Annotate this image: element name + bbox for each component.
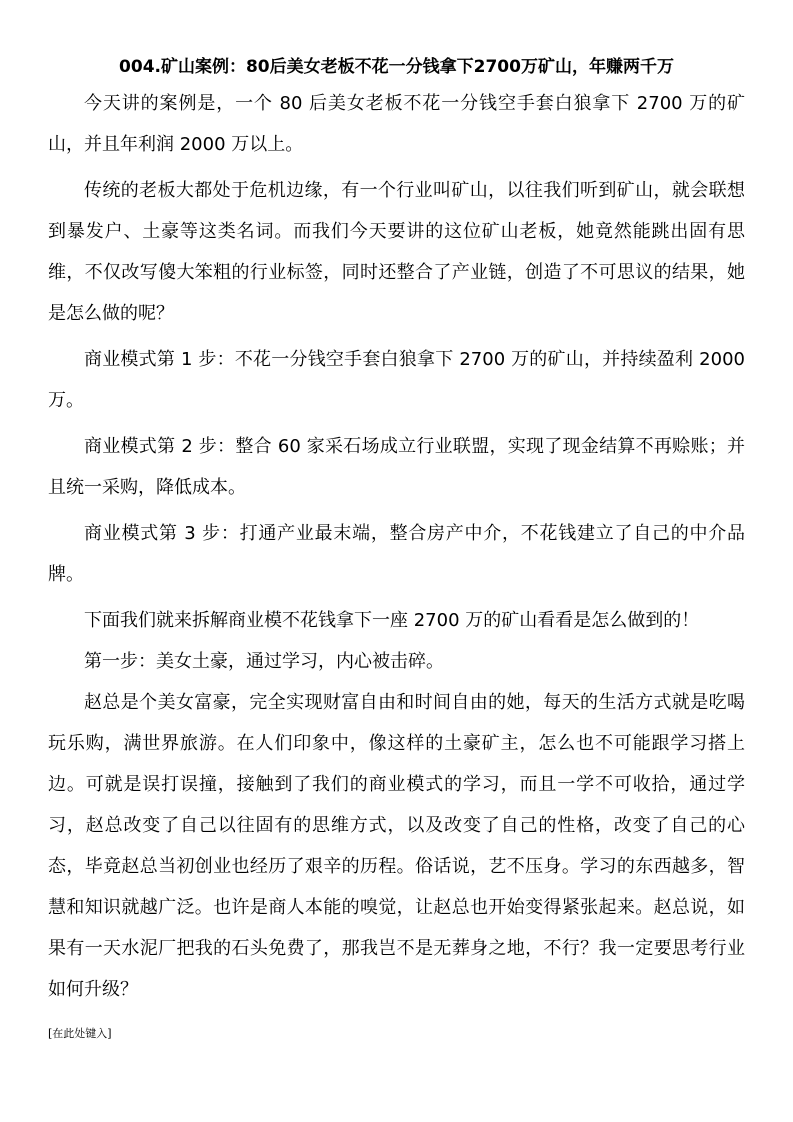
paragraph-background: 传统的老板大都处于危机边缘，有一个行业叫矿山，以往我们听到矿山，就会联想到暴发户、土豪等这类名词。而我们今天要讲的这位矿山老板，她竟然能跳出固有思维，不仅改写傻大笨粗的行业标签，同时还整合了产业链，创造了不可思议的结果，她是怎么做的呢？ — [48, 180, 745, 324]
paragraph-breakdown-intro: 下面我们就来拆解商业模不花钱拿下一座 2700 万的矿山看看是怎么做到的！ — [84, 610, 700, 631]
paragraph-step-1: 商业模式第 1 步：不花一分钱空手套白狼拿下 2700 万的矿山，并持续盈利 2000 万。 — [48, 349, 745, 411]
document-body — [48, 83, 745, 1015]
paragraph-story: 赵总是个美女富豪，完全实现财富自由和时间自由的她，每天的生活方式就是吃喝玩乐购，满世界旅游。在人们印象中，像这样的土豪矿主，怎么也不可能跟学习搭上边。可就是误打误撞，接触到了我们的商业模式的学习，而且一学不可收拾，通过学习，赵总改变了自己以往固有的思维方式，以及改变了自己的性格，改变了自己的心态，毕竟赵总当初创业也经历了艰辛的历程。俗话说，艺不压身。学习的东西越多，智慧和知识就越广泛。也许是商人本能的嗅觉，让赵总也开始变得紧张起来。赵总说，如果有一天水泥厂把我的石头免费了，那我岂不是无葬身之地，不行？我一定要思考行业如何升级？ — [48, 692, 745, 1000]
paragraph-step-3: 商业模式第 3 步：打通产业最末端，整合房产中介，不花钱建立了自己的中介品牌。 — [48, 523, 745, 585]
document-title: 004.矿山案例：80后美女老板不花一分钱拿下2700万矿山，年赚两千万 — [119, 57, 674, 77]
paragraph-first-step-heading: 第一步：美女土豪，通过学习，内心被击碎。 — [84, 651, 444, 672]
paragraph-intro: 今天讲的案例是，一个 80 后美女老板不花一分钱空手套白狼拿下 2700 万的矿山，并且年利润 2000 万以上。 — [48, 93, 745, 155]
paragraph-step-2: 商业模式第 2 步：整合 60 家采石场成立行业联盟，实现了现金结算不再赊账；并且统一采购，降低成本。 — [48, 436, 745, 498]
footer-placeholder[interactable]: [在此处键入] — [48, 1027, 112, 1040]
